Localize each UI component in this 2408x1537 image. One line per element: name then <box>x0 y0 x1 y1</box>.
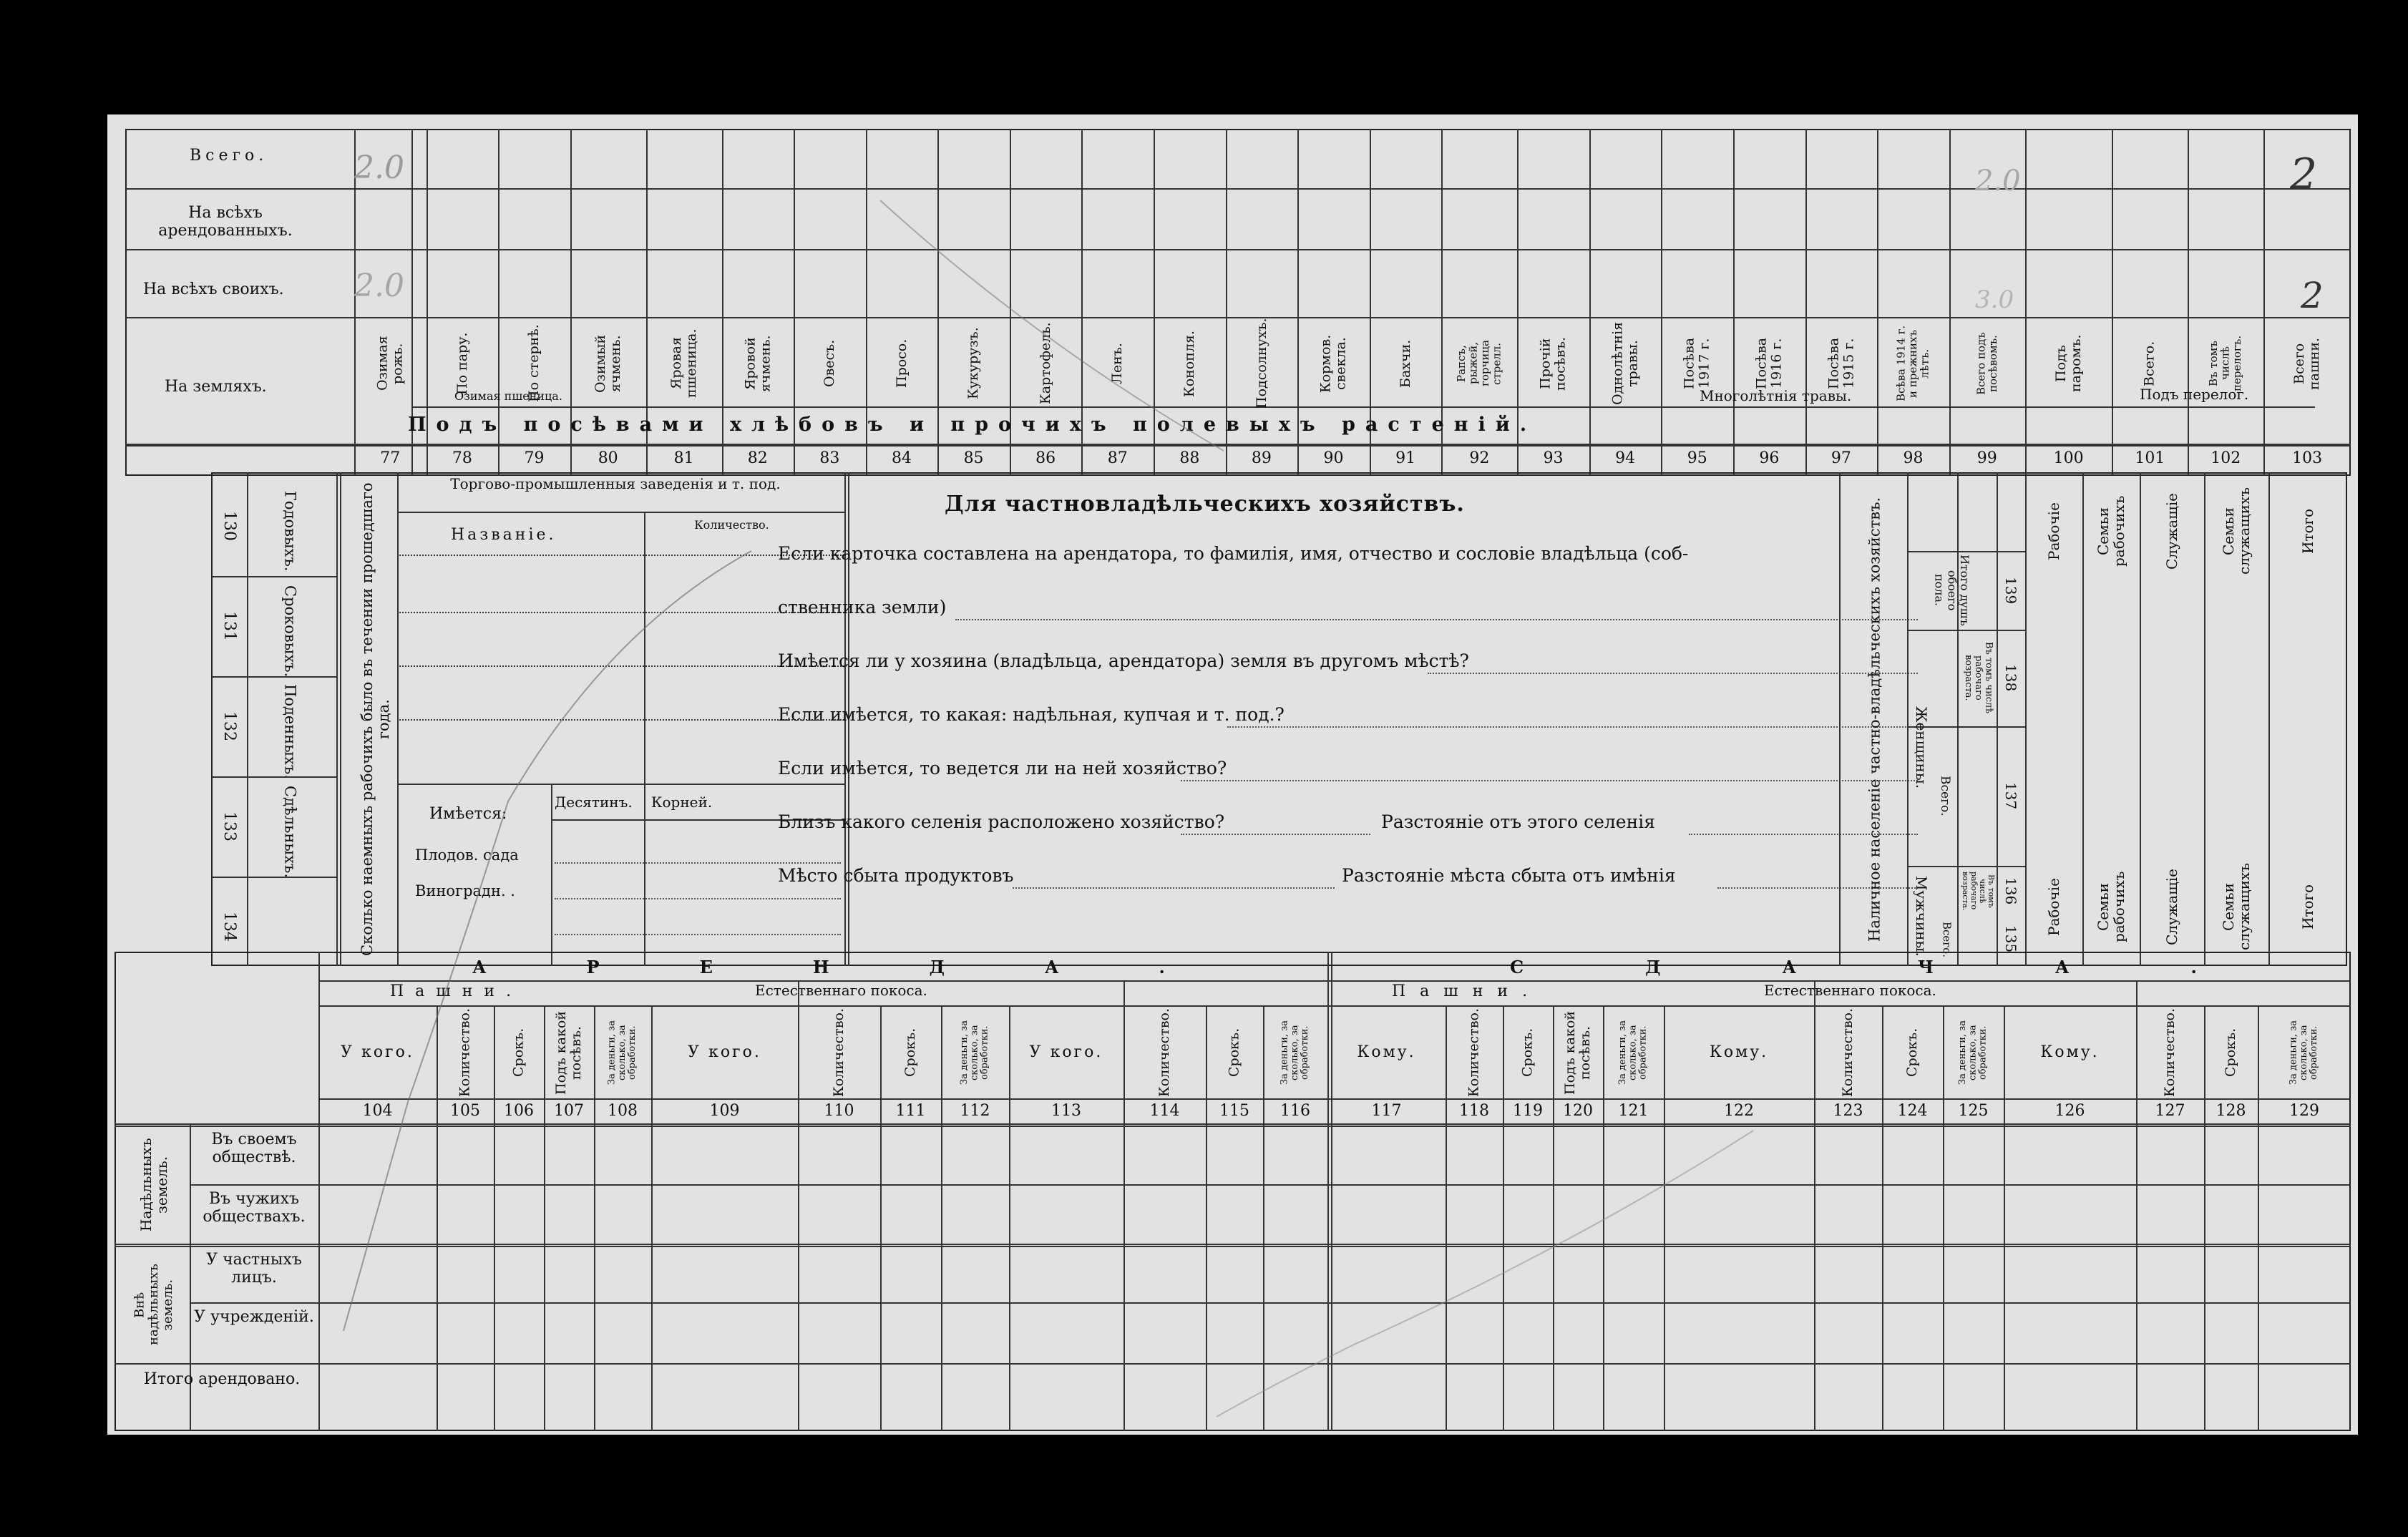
crop-num-96: 96 <box>1759 449 1780 467</box>
crop-num-102: 102 <box>2210 449 2241 467</box>
lease-num-111: 111 <box>895 1102 926 1120</box>
lease-col-114: Количество. <box>1156 1007 1173 1097</box>
pop-col-top-3: Семьи служащихъ <box>2220 487 2253 575</box>
workers-num-134: 134 <box>220 912 239 942</box>
lease-num-115: 115 <box>1219 1102 1249 1120</box>
lease-col-121: За деньги, за сколько, за обработки. <box>1617 1020 1649 1085</box>
center-line-6a: Мѣсто сбыта продуктовъ <box>778 865 1014 886</box>
lease-col-128: Срокъ. <box>2223 1028 2239 1078</box>
lease-col-127: Количество. <box>2162 1007 2178 1097</box>
lease-num-121: 121 <box>1618 1102 1649 1120</box>
row-chuzhikh-obshchestvakh: Въ чужихъ обществахъ. <box>203 1190 306 1226</box>
lease-col-124: Срокъ. <box>1904 1028 1921 1078</box>
handwritten-vsego-2: 2.0 <box>1975 165 2021 197</box>
pop-col-bot-4: Итого <box>2299 884 2316 930</box>
sdacha-heading: СДАЧА. <box>1510 957 2319 977</box>
trade-title: Торгово-промышленныя заведенія и т. под. <box>450 475 781 492</box>
pop-num-136: 136 <box>2002 877 2019 905</box>
lease-num-124: 124 <box>1897 1102 1928 1120</box>
lease-col-107: Подъ какой посѣвъ. <box>553 1010 584 1095</box>
crop-num-83: 83 <box>819 449 840 467</box>
pop-col-top-0: Рабочіе <box>2045 502 2062 560</box>
crop-col-98: Всѣва 1914 г. и прежнихъ лѣтъ. <box>1894 325 1931 402</box>
arenda-pokosa: Естественнаго покоса. <box>755 982 927 999</box>
crop-num-86: 86 <box>1035 449 1056 467</box>
pop-num-137: 137 <box>2002 782 2019 810</box>
crop-col-84: Просо. <box>893 338 910 389</box>
lease-num-122: 122 <box>1724 1102 1754 1120</box>
lease-num-107: 107 <box>554 1102 584 1120</box>
crop-num-89: 89 <box>1251 449 1272 467</box>
crop-num-78: 78 <box>452 449 472 467</box>
census-card <box>107 114 2358 1435</box>
lease-num-127: 127 <box>2155 1102 2185 1120</box>
lease-num-113: 113 <box>1051 1102 1081 1120</box>
sdacha-pokosa: Естественнаго покоса. <box>1764 982 1936 999</box>
lease-num-105: 105 <box>450 1102 480 1120</box>
desyatin-header: Десятинъ. <box>555 794 633 811</box>
crop-num-84: 84 <box>891 449 912 467</box>
crop-col-99: Всего подъ посѣвомъ. <box>1974 332 1999 395</box>
crop-num-80: 80 <box>598 449 618 467</box>
crop-num-95: 95 <box>1687 449 1707 467</box>
row-chastnykh-lits: У частныхъ лицъ. <box>206 1251 302 1287</box>
row-itogo-arendovano: Итого арендовано. <box>143 1370 301 1388</box>
center-line-1: Если карточка составлена на арендатора, то фамилія, имя, отчество и сословіе владѣльца (соб- <box>778 543 1689 564</box>
crop-num-94: 94 <box>1615 449 1636 467</box>
lease-num-125: 125 <box>1958 1102 1989 1120</box>
crop-num-77: 77 <box>380 449 401 467</box>
lease-num-118: 118 <box>1459 1102 1489 1120</box>
crop-col-78: По пару. <box>454 332 470 395</box>
crop-col-81: Яровая пшеница. <box>668 328 699 399</box>
group-vne-nadelnykh: Внѣ надѣльныхъ земель. <box>132 1264 175 1346</box>
crop-num-101: 101 <box>2135 449 2165 467</box>
group-nadelnykh: Надѣльныхъ земель. <box>137 1138 170 1231</box>
crop-col-83: Овесъ. <box>821 339 837 388</box>
crop-col-92: Рапсъ, рыжей, горчица стрелл. <box>1455 340 1503 387</box>
lease-num-126: 126 <box>2054 1102 2085 1120</box>
arenda-pashni: Пашни. <box>390 982 523 1000</box>
crop-col-103: Всего пашни. <box>2291 337 2323 390</box>
crop-num-100: 100 <box>2053 449 2084 467</box>
crop-num-88: 88 <box>1179 449 1200 467</box>
crop-num-99: 99 <box>1976 449 1997 467</box>
row-label-arendovannykh: На всѣхъ арендованныхъ. <box>158 204 293 240</box>
lease-col-118: Количество. <box>1466 1007 1482 1097</box>
lease-col-129: За деньги, за сколько, за обработки. <box>2288 1020 2320 1085</box>
lease-col-119: Срокъ. <box>1519 1028 1536 1078</box>
crop-col-82: Яровой ячмень. <box>741 335 773 392</box>
workers-label-130: Годовыхъ. <box>281 491 299 572</box>
workers-num-132: 132 <box>220 711 239 741</box>
pop-col-bot-1: Семьи рабочихъ <box>2095 871 2127 943</box>
lease-col-115: Срокъ. <box>1226 1028 1242 1078</box>
lease-num-117: 117 <box>1371 1102 1402 1120</box>
pop-num-138: 138 <box>2002 664 2019 692</box>
v-tom-chisle-zh: Въ томъ числѣ рабочаго возраста. <box>1962 642 1994 714</box>
pop-col-top-1: Семьи рабочихъ <box>2095 495 2127 567</box>
lease-col-105: Количество. <box>457 1007 473 1097</box>
workers-label-132: Поденныхъ. <box>281 684 299 779</box>
pencil-strokes <box>107 114 2358 1435</box>
lease-num-119: 119 <box>1513 1102 1543 1120</box>
plodov-label: Плодов. сада <box>415 846 519 864</box>
crop-col-80: Озимый ячмень. <box>592 334 623 393</box>
lease-col-117: Кому. <box>1357 1043 1416 1061</box>
workers-label-133: Сдѣльныхъ. <box>281 785 299 879</box>
crop-num-81: 81 <box>673 449 694 467</box>
crop-num-91: 91 <box>1395 449 1416 467</box>
crop-num-87: 87 <box>1107 449 1128 467</box>
crop-col-87: Ленъ. <box>1109 343 1126 384</box>
lease-num-123: 123 <box>1833 1102 1863 1120</box>
center-line-2: Имѣется ли у хозяина (владѣльца, арендатора) земля въ другомъ мѣстѣ? <box>778 650 1469 671</box>
crop-col-79: По стернѣ. <box>526 324 542 403</box>
mnogoletnie-label: Многолѣтнія травы. <box>1700 387 1852 404</box>
private-farms-title: Для частновладѣльческихъ хозяйствъ. <box>945 492 1465 517</box>
zhenshchin: Женщины. <box>1913 706 1930 789</box>
workers-num-130: 130 <box>220 511 239 541</box>
center-line-5b: Разстояніе отъ этого селенія <box>1381 811 1656 832</box>
row-uchrezhdeniy: У учрежденій. <box>194 1308 314 1326</box>
trade-name-header: Названіе. <box>451 526 557 544</box>
crop-col-91: Бахчи. <box>1397 339 1413 388</box>
center-line-3: Если имѣется, то какая: надѣльная, купчая и т. под.? <box>778 704 1285 725</box>
sdacha-pashni: Пашни. <box>1392 982 1542 1000</box>
crop-num-85: 85 <box>963 449 984 467</box>
hired-workers-heading: Сколько наемныхъ рабочихъ было въ течении прошедшаго года. <box>358 482 392 956</box>
arenda-heading: АРЕНДА. <box>472 957 1265 977</box>
lease-col-110: Количество. <box>831 1007 847 1097</box>
row-label-na-zemlyakh: На земляхъ. <box>165 378 267 396</box>
itogo-dush: Итого душъ обоего пола. <box>1932 555 1971 626</box>
imeetsya-label: Имѣется: <box>429 805 507 823</box>
lease-num-110: 110 <box>824 1102 854 1120</box>
v-tom-chisle-m: Въ томъ числѣ рабочаго возраста. <box>1960 871 1997 911</box>
crop-num-92: 92 <box>1469 449 1490 467</box>
lease-num-129: 129 <box>2289 1102 2319 1120</box>
center-line-4: Если имѣется, то ведется ли на ней хозяйство? <box>778 758 1227 779</box>
row-label-vsego: Всего. <box>190 147 268 165</box>
pop-num-139: 139 <box>2002 576 2019 605</box>
crop-col-85: Кукурузъ. <box>965 327 982 400</box>
vsego-m: Всего. <box>1940 921 1954 957</box>
crop-num-103: 103 <box>2292 449 2323 467</box>
crop-num-82: 82 <box>747 449 768 467</box>
lease-num-106: 106 <box>504 1102 534 1120</box>
lease-num-120: 120 <box>1563 1102 1593 1120</box>
crop-col-96: Посѣва 1916 г. <box>1753 337 1785 390</box>
trade-qty-header: Количество. <box>694 518 769 532</box>
lease-col-109: У кого. <box>688 1043 761 1061</box>
pod-perelog-label: Подъ перелог. <box>2140 386 2249 403</box>
handwritten-right-1: 2 <box>2290 150 2318 200</box>
crop-col-77: Озимая рожь. <box>374 336 406 391</box>
lease-col-111: Срокъ. <box>902 1028 919 1078</box>
population-heading: Наличное населеніе частно-владѣльческихъ хозяйствъ. <box>1866 497 1883 942</box>
crop-col-88: Конопля. <box>1181 330 1197 397</box>
workers-num-131: 131 <box>220 611 239 641</box>
center-line-6b: Разстояніе мѣста сбыта отъ имѣнія <box>1342 865 1676 886</box>
pop-num-135: 135 <box>2002 925 2019 953</box>
crop-col-102: Въ томъ числѣ перелогъ. <box>2207 335 2244 392</box>
vinograd-label: Виноградн. . <box>415 882 515 899</box>
crop-num-98: 98 <box>1903 449 1924 467</box>
lease-num-108: 108 <box>608 1102 638 1120</box>
center-line-1b: ственника земли) <box>778 597 947 618</box>
crop-col-94: Однолѣтнія травы. <box>1609 321 1641 406</box>
handwritten-right-2: 2 <box>2301 275 2324 316</box>
crop-num-90: 90 <box>1323 449 1344 467</box>
lease-col-126: Кому. <box>2040 1043 2100 1061</box>
lease-col-113: У кого. <box>1029 1043 1103 1061</box>
lease-num-128: 128 <box>2216 1102 2246 1120</box>
lease-col-120: Подъ какой посѣвъ. <box>1562 1010 1593 1095</box>
workers-label-131: Сроковыхъ. <box>281 585 299 678</box>
pop-col-top-4: Итого <box>2299 508 2316 555</box>
pop-col-bot-0: Рабочіе <box>2045 878 2062 936</box>
crop-num-97: 97 <box>1831 449 1851 467</box>
pop-col-bot-3: Семьи служащихъ <box>2220 863 2253 951</box>
lease-num-112: 112 <box>960 1102 990 1120</box>
crop-col-89: Подсолнухъ. <box>1253 318 1269 409</box>
row-label-svoikh: На всѣхъ своихъ. <box>143 280 284 298</box>
workers-num-133: 133 <box>220 811 239 841</box>
crops-banner: Подъ посѣвами хлѣбовъ и прочихъ полевыхъ растеній. <box>408 414 1537 436</box>
center-line-5a: Близъ какого селенія расположено хозяйство? <box>778 811 1225 832</box>
lease-col-123: Количество. <box>1840 1007 1856 1097</box>
lease-num-109: 109 <box>709 1102 740 1120</box>
crop-num-93: 93 <box>1543 449 1564 467</box>
lease-num-114: 114 <box>1149 1102 1180 1120</box>
ozimaya-pshenitsa-label: Озимая пшеница. <box>454 389 562 403</box>
handwritten-svoikh-2: 3.0 <box>1975 286 2014 314</box>
handwritten-svoikh: 2.0 <box>354 268 404 304</box>
muzhchin: Мужчины. <box>1913 875 1930 957</box>
crop-col-93: Прочій посѣвъ. <box>1537 336 1569 391</box>
pop-col-bot-2: Служащіе <box>2163 869 2180 945</box>
lease-num-116: 116 <box>1280 1102 1310 1120</box>
lease-col-125: За деньги, за сколько, за обработки. <box>1957 1020 1989 1085</box>
crop-col-86: Картофель. <box>1037 322 1053 405</box>
crop-num-79: 79 <box>524 449 545 467</box>
crop-col-100: Подъ паромъ. <box>2052 334 2084 393</box>
lease-col-112: За деньги, за сколько, за обработки. <box>959 1020 990 1085</box>
row-svoem-obshchestve: Въ своемъ обществѣ. <box>211 1131 297 1167</box>
lease-col-104: У кого. <box>341 1043 414 1061</box>
lease-col-122: Кому. <box>1709 1043 1769 1061</box>
lease-col-116: За деньги, за сколько, за обработки. <box>1279 1020 1311 1085</box>
handwritten-vsego: 2.0 <box>354 150 404 186</box>
crop-col-101: Всего. <box>2141 341 2158 386</box>
crop-col-90: Кормов. свекла. <box>1317 334 1349 393</box>
korney-header: Корней. <box>651 794 713 811</box>
lease-col-108: За деньги, за сколько, за обработки. <box>606 1020 638 1085</box>
pop-col-top-2: Служащіе <box>2163 493 2180 570</box>
vsego-zh: Всего. <box>1937 776 1952 816</box>
lease-num-104: 104 <box>362 1102 393 1120</box>
crop-col-95: Посѣва 1917 г. <box>1681 337 1712 390</box>
lease-col-106: Срокъ. <box>510 1028 527 1078</box>
crop-col-97: Посѣва 1915 г. <box>1826 337 1856 390</box>
